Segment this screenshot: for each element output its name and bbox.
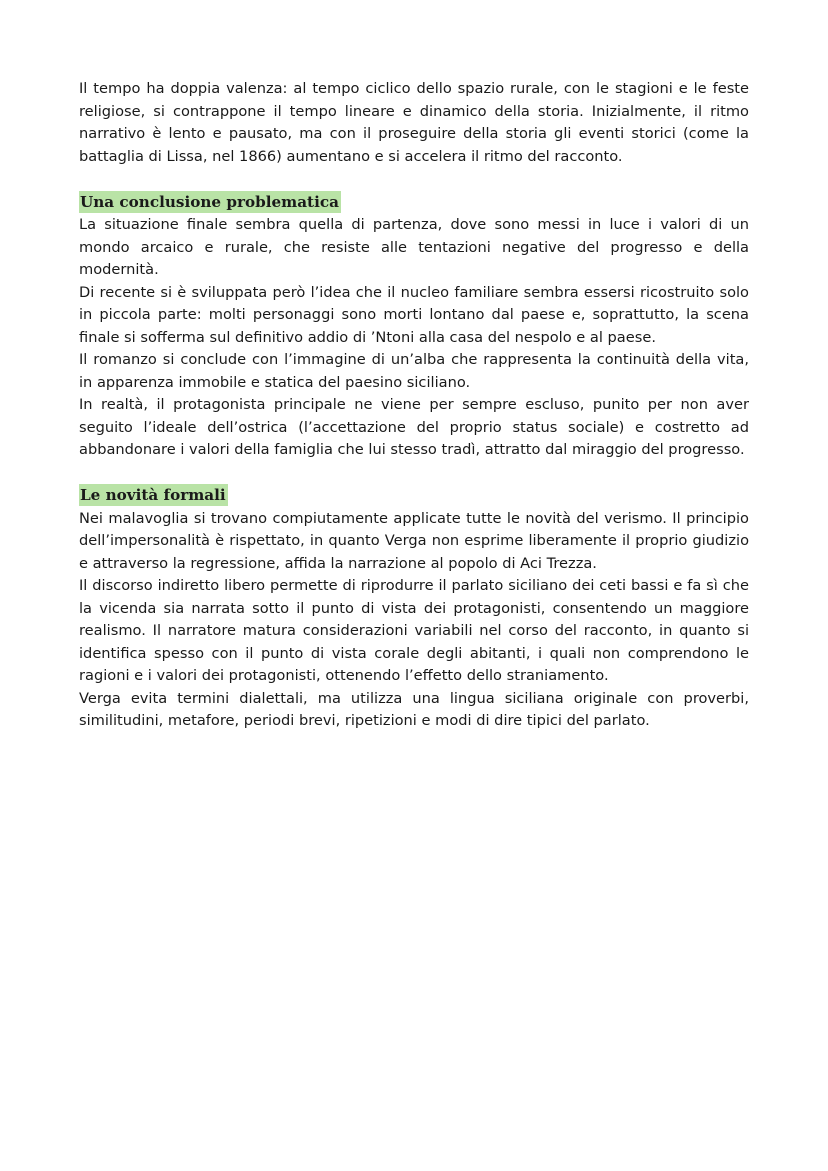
paragraph: Il romanzo si conclude con l’immagine di un’alba che rappresenta la continuità della vita, in apparenza immobile e statica del paesino siciliano. [79,351,749,391]
intro-paragraph: Il tempo ha doppia valenza: al tempo ciclico dello spazio rurale, con le stagioni e le feste religiose, si contrappone il tempo lineare e dinamico della storia. Inizialmente, il ritmo narrativo è lento e pausato, ma con il proseguire della storia gli eventi storici (come la battaglia di Lissa, nel 1866) aumentano e si accelera il ritmo del racconto. [79,80,749,165]
document-page [79,78,749,733]
section-heading-conclusione: Una conclusione problematica [80,192,339,211]
paragraph: Il discorso indiretto libero permette di riprodurre il parlato siciliano dei ceti bassi e fa sì che la vicenda sia narrata sotto il punto di vista dei protagonisti, consentendo un maggiore realismo. Il narratore matura considerazioni variabili nel corso del racconto, in quanto si identifica spesso con il punto di vista corale degli abitanti, i quali non comprendono le ragioni e i valori dei protagonisti, ottenendo l’effetto dello straniamento. [79,577,749,684]
paragraph: Nei malavoglia si trovano compiutamente applicate tutte le novità del verismo. Il principio dell’impersonalità è rispettato, in quanto Verga non esprime liberamente il proprio giudizio e attraverso la regressione, affida la narrazione al popolo di Aci Trezza. [79,509,749,572]
section-heading-novita-formali: Le novità formali [80,486,226,504]
paragraph: In realtà, il protagonista principale ne viene per sempre escluso, punito per non aver seguito l’ideale dell’ostrica (l’accettazione del proprio status sociale) e costretto ad abbandonare i valori della famiglia che lui stesso tradì, attratto dal miraggio del progresso. [79,396,749,458]
section-conclusione [79,191,749,462]
section-spacer [79,462,749,485]
section-novita-formali [79,484,749,733]
paragraph: Verga evita termini dialettali, ma utilizza una lingua siciliana originale con proverbi, similitudini, metafore, periodi brevi, ripetizioni e modi di dire tipici del parlato. [79,689,749,729]
paragraph: Di recente si è sviluppata però l’idea che il nucleo familiare sembra essersi ricostruito solo in piccola parte: molti personaggi sono morti lontano dal paese e, soprattutto, la scena finale si sofferma sul definitivo addio di ’Ntoni alla casa del nespolo e al paese. [79,283,749,346]
section-spacer [79,168,749,191]
paragraph: La situazione finale sembra quella di partenza, dove sono messi in luce i valori di un mondo arcaico e rurale, che resiste alle tentazioni negative del progresso e della modernità. [79,216,749,278]
